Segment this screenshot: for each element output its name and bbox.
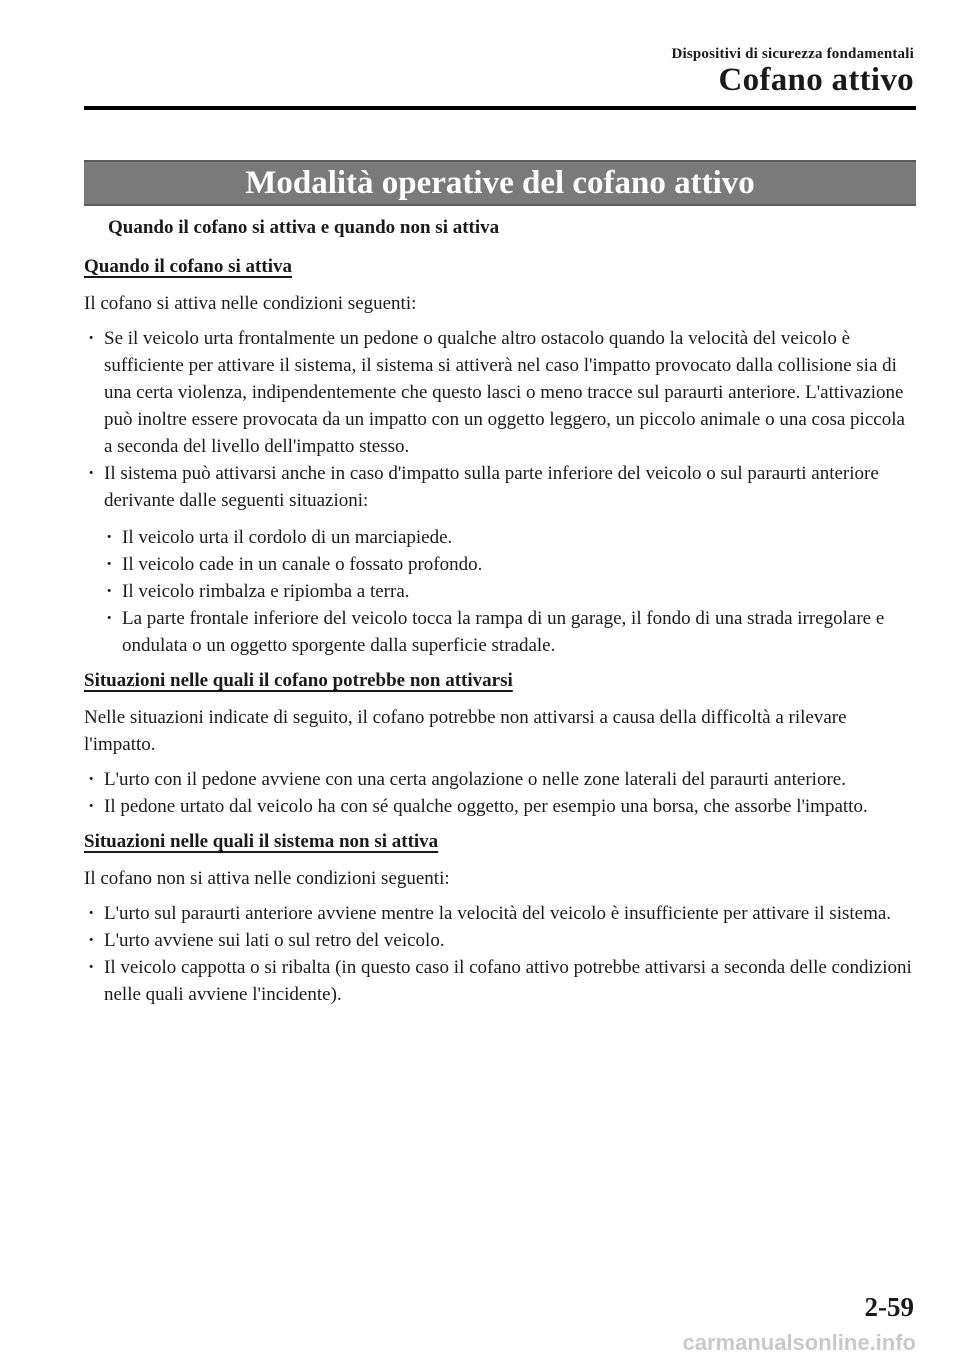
subheading-text: Quando il cofano si attiva e quando non si attiva	[108, 217, 500, 238]
list-item: · Il veicolo cade in un canale o fossato profondo.	[102, 551, 914, 578]
section-banner: Modalità operative del cofano attivo	[84, 160, 916, 206]
nested-bullet-list	[102, 524, 914, 659]
page-content	[84, 214, 914, 1016]
header-chapter: Dispositivi di sicurezza fondamentali	[671, 46, 914, 62]
section-intro: Il cofano si attiva nelle condizioni seguenti:	[84, 293, 417, 314]
page-number: 2-59	[864, 1292, 914, 1322]
section-title: Quando il cofano si attiva	[84, 256, 292, 277]
bullet-list	[84, 766, 914, 820]
list-item: · La parte frontale inferiore del veicolo tocca la rampa di un garage, il fondo di una strada irregolare e ondulata o un oggetto sporgente dalla superficie stradale.	[102, 605, 914, 659]
bullet-list	[84, 325, 914, 514]
list-item: · Il veicolo cappotta o si ribalta (in questo caso il cofano attivo potrebbe attivarsi a seconda delle condizioni nelle quali avviene l'incidente).	[84, 954, 914, 1008]
list-item: · L'urto avviene sui lati o sul retro del veicolo.	[84, 927, 914, 954]
page-title: Cofano attivo	[718, 62, 914, 98]
subheading	[84, 214, 914, 241]
list-item: · Il sistema può attivarsi anche in caso d'impatto sulla parte inferiore del veicolo o sul paraurti anteriore derivante dalle seguenti situazioni:	[84, 460, 914, 514]
list-item: · Se il veicolo urta frontalmente un pedone o qualche altro ostacolo quando la velocità del veicolo è sufficiente per attivare il sistema, il sistema si attiverà nel caso l'impatto provocato dalla collisione sia di una certa violenza, indipendentemente che questo lasci o meno tracce sul paraurti anteriore. L'attivazione può inoltre essere provocata da un impatto con un oggetto leggero, un piccolo animale o una cosa piccola a seconda del livello dell'impatto stesso.	[84, 325, 914, 460]
list-item: · Il pedone urtato dal veicolo ha con sé qualche oggetto, per esempio una borsa, che assorbe l'impatto.	[84, 793, 914, 820]
section-title: Situazioni nelle quali il cofano potrebbe non attivarsi	[84, 670, 513, 691]
header-rule	[84, 106, 916, 110]
watermark: carmanualsonline.info	[682, 1330, 916, 1355]
list-item: · Il veicolo rimbalza e ripiomba a terra.	[102, 578, 914, 605]
list-item: · L'urto con il pedone avviene con una certa angolazione o nelle zone laterali del paraurti anteriore.	[84, 766, 914, 793]
list-item: · L'urto sul paraurti anteriore avviene mentre la velocità del veicolo è insufficiente per attivare il sistema.	[84, 900, 914, 927]
list-item: · Il veicolo urta il cordolo di un marciapiede.	[102, 524, 914, 551]
bullet-list	[84, 900, 914, 1008]
section-title: Situazioni nelle quali il sistema non si attiva	[84, 831, 439, 852]
section-intro: Il cofano non si attiva nelle condizioni seguenti:	[84, 868, 450, 889]
section-intro: Nelle situazioni indicate di seguito, il cofano potrebbe non attivarsi a causa della difficoltà a rilevare l'impatto.	[84, 707, 847, 755]
